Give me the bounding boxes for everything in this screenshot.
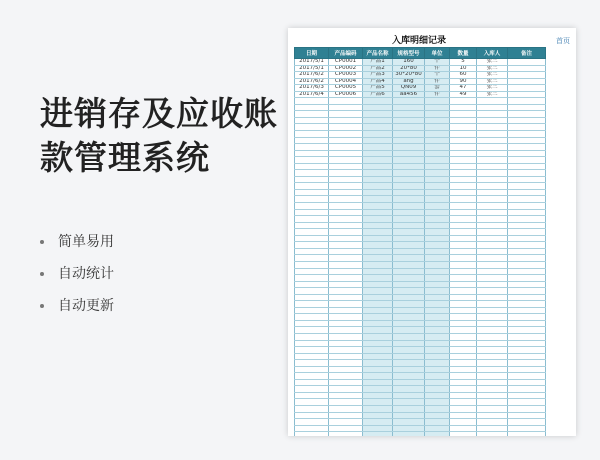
table-cell[interactable]: 2017/5/1 xyxy=(295,65,329,72)
table-cell[interactable]: 2017/6/3 xyxy=(295,85,329,92)
table-cell[interactable]: 49 xyxy=(450,91,477,98)
table-cell[interactable]: 5 xyxy=(450,59,477,66)
table-cell[interactable]: 产品5 xyxy=(363,85,393,92)
feature-list xyxy=(40,230,114,326)
table-cell[interactable]: 2017/5/1 xyxy=(295,59,329,66)
table-cell[interactable]: 套 xyxy=(425,85,450,92)
table-header-row xyxy=(295,48,546,59)
table-cell[interactable]: 产品1 xyxy=(363,59,393,66)
bullet-icon xyxy=(40,272,44,276)
table-cell[interactable] xyxy=(363,432,393,436)
column-header: 入库人 xyxy=(477,48,508,59)
table-cell[interactable]: CP0006 xyxy=(329,91,363,98)
sheet-title: 入库明细记录 xyxy=(391,36,446,46)
table-cell[interactable]: CP0002 xyxy=(329,65,363,72)
feature-item xyxy=(40,262,114,294)
table-cell[interactable]: 张三 xyxy=(477,65,508,72)
feature-item xyxy=(40,230,114,262)
table-cell[interactable]: CP0004 xyxy=(329,78,363,85)
column-header: 产品编码 xyxy=(329,48,363,59)
headline-line-1: 进销存及应收账 xyxy=(40,94,278,133)
column-header: 日期 xyxy=(295,48,329,59)
table-cell[interactable]: CP0001 xyxy=(329,59,363,66)
table-cell[interactable]: aa456 xyxy=(393,91,425,98)
table-cell[interactable]: 20*80 xyxy=(393,65,425,72)
table-cell[interactable]: 10 xyxy=(450,65,477,72)
column-header: 规格型号 xyxy=(393,48,425,59)
table-cell[interactable]: 2017/6/2 xyxy=(295,78,329,85)
table-cell[interactable]: 张三 xyxy=(477,72,508,79)
table-cell[interactable]: 47 xyxy=(450,85,477,92)
table-cell[interactable]: CP0005 xyxy=(329,85,363,92)
table-cell[interactable]: 张三 xyxy=(477,91,508,98)
table-body xyxy=(295,59,546,437)
table-cell[interactable]: ang xyxy=(393,78,425,85)
table-cell[interactable]: 2017/6/2 xyxy=(295,72,329,79)
table-cell[interactable]: 产品4 xyxy=(363,78,393,85)
feature-label: 自动统计 xyxy=(58,266,114,282)
table-cell[interactable]: 2017/6/4 xyxy=(295,91,329,98)
column-header: 产品名称 xyxy=(363,48,393,59)
bullet-icon xyxy=(40,304,44,308)
headline-line-2: 款管理系统 xyxy=(40,138,210,177)
table-cell[interactable] xyxy=(393,432,425,436)
record-table xyxy=(294,47,546,436)
headline xyxy=(40,92,278,180)
column-header: 数量 xyxy=(450,48,477,59)
table-cell[interactable]: 件 xyxy=(425,91,450,98)
table-cell[interactable]: 个 xyxy=(425,59,450,66)
table-cell[interactable]: 张三 xyxy=(477,85,508,92)
column-header: 备注 xyxy=(508,48,546,59)
column-header: 单位 xyxy=(425,48,450,59)
table-cell[interactable]: 产品3 xyxy=(363,72,393,79)
table-cell[interactable]: 件 xyxy=(425,65,450,72)
table-cell[interactable]: 产品6 xyxy=(363,91,393,98)
table-cell[interactable]: CP0003 xyxy=(329,72,363,79)
table-cell[interactable] xyxy=(450,432,477,436)
feature-item xyxy=(40,294,114,326)
home-link[interactable]: 首页 xyxy=(556,37,570,45)
table-cell[interactable]: 30*20*80 xyxy=(393,72,425,79)
table-cell[interactable]: 产品2 xyxy=(363,65,393,72)
table-cell[interactable]: 张三 xyxy=(477,59,508,66)
table-cell[interactable]: 件 xyxy=(425,78,450,85)
table-cell[interactable] xyxy=(477,432,508,436)
table-cell[interactable]: 张三 xyxy=(477,78,508,85)
spreadsheet-preview xyxy=(288,28,576,436)
table-cell[interactable]: 160 xyxy=(393,59,425,66)
feature-label: 自动更新 xyxy=(58,298,114,314)
bullet-icon xyxy=(40,240,44,244)
table-cell[interactable]: 90 xyxy=(450,78,477,85)
table-cell[interactable]: 60 xyxy=(450,72,477,79)
table-cell[interactable]: QN09 xyxy=(393,85,425,92)
table-cell[interactable] xyxy=(295,432,329,436)
feature-label: 简单易用 xyxy=(58,234,114,250)
table-row xyxy=(295,432,546,436)
table-cell[interactable] xyxy=(425,432,450,436)
table-cell[interactable]: 个 xyxy=(425,72,450,79)
table-cell[interactable] xyxy=(329,432,363,436)
table-cell[interactable] xyxy=(508,432,546,436)
